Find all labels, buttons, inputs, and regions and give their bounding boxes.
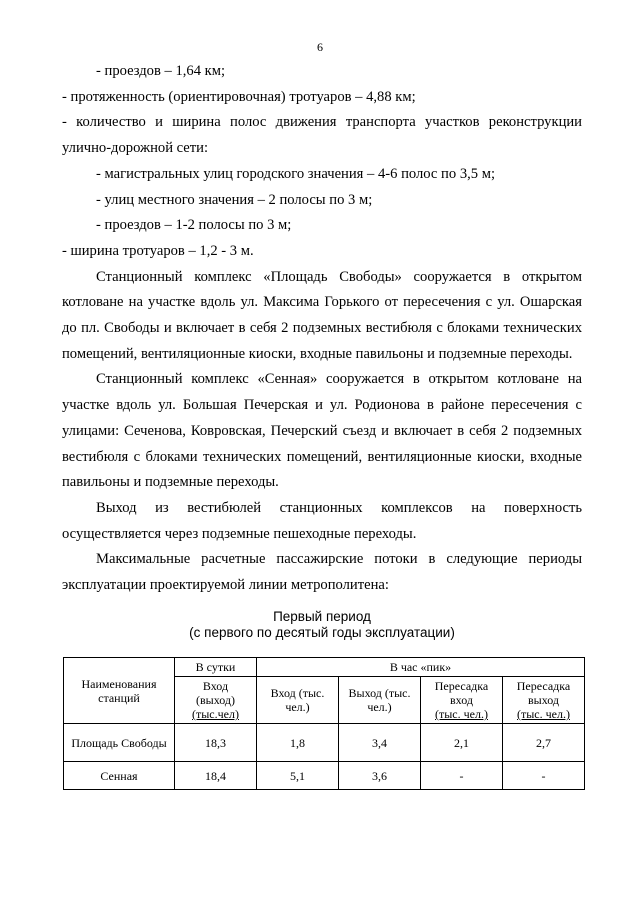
- cell-entry: 5,1: [257, 762, 339, 790]
- list-item: - протяженность (ориентировочная) тротуаров – 4,88 км;: [62, 88, 416, 105]
- cell-exit: 3,4: [339, 724, 421, 762]
- cell-transfer-in: 2,1: [421, 724, 503, 762]
- paragraph: Максимальные расчетные пассажирские потоки в следующие периоды эксплуатации проектируемой линии метрополитена:: [62, 551, 582, 594]
- paragraph: Станционный комплекс «Сенная» сооружается в открытом котловане на участке вдоль ул. Большая Печерская и ул. Родионова в районе пересечения с улицами: Сеченова, Ковровская, Печерский съезд и включает в себя 2 подземных вестибюля с блоками технических помещений, вентиляционные киоски, входные павильоны и подземные переходы.: [62, 371, 582, 491]
- header-exit: Выход (тыс. чел.): [339, 677, 421, 724]
- header-per-day: В сутки: [175, 658, 257, 677]
- passenger-flow-table: [63, 657, 585, 790]
- list-item: - проездов – 1,64 км;: [96, 63, 226, 79]
- paragraph: Выход из вестибюлей станционных комплексов на поверхность осуществляется через подземные пешеходные переходы.: [62, 499, 582, 542]
- table-row: [64, 724, 585, 762]
- cell-station: Площадь Свободы: [64, 724, 175, 762]
- document-body: [62, 59, 582, 599]
- cell-day: 18,4: [175, 762, 257, 790]
- list-item: - проездов – 1-2 полосы по 3 м;: [96, 217, 292, 234]
- cell-transfer-in: -: [421, 762, 503, 790]
- cell-transfer-out: 2,7: [503, 724, 585, 762]
- cell-entry: 1,8: [257, 724, 339, 762]
- header-transfer-in: Пересадка вход (тыс. чел.): [421, 677, 503, 724]
- header-peak-hour: В час «пик»: [257, 658, 585, 677]
- table-subtitle: (с первого по десятый годы эксплуатации): [189, 625, 455, 640]
- cell-station: Сенная: [64, 762, 175, 790]
- header-entry: Вход (тыс. чел.): [257, 677, 339, 724]
- cell-day: 18,3: [175, 724, 257, 762]
- cell-transfer-out: -: [503, 762, 585, 790]
- table-title: Первый период: [273, 609, 371, 624]
- header-transfer-out: Пересадка выход (тыс. чел.): [503, 677, 585, 724]
- list-item: - ширина тротуаров – 1,2 - 3 м.: [62, 242, 254, 259]
- table-caption: [62, 609, 582, 641]
- list-item: - улиц местного значения – 2 полосы по 3 м;: [96, 191, 373, 208]
- table-row: [64, 762, 585, 790]
- table-header-row: [64, 658, 585, 677]
- header-day-in-out: Вход (выход) (тыс.чел): [175, 677, 257, 724]
- page-number: 6: [317, 40, 323, 54]
- list-item: - количество и ширина полос движения транспорта участков реконструкции улично-дорожной сети:: [62, 114, 582, 157]
- list-item: - магистральных улиц городского значения – 4-6 полос по 3,5 м;: [96, 165, 495, 182]
- cell-exit: 3,6: [339, 762, 421, 790]
- header-station: Наименования станций: [64, 658, 175, 724]
- paragraph: Станционный комплекс «Площадь Свободы» сооружается в открытом котловане на участке вдоль ул. Максима Горького от пересечения с ул. Ошарская до пл. Свободы и включает в себя 2 подземных вестибюля с блоками технических помещений, вентиляционные киоски, входные павильоны и подземные переходы.: [62, 268, 582, 362]
